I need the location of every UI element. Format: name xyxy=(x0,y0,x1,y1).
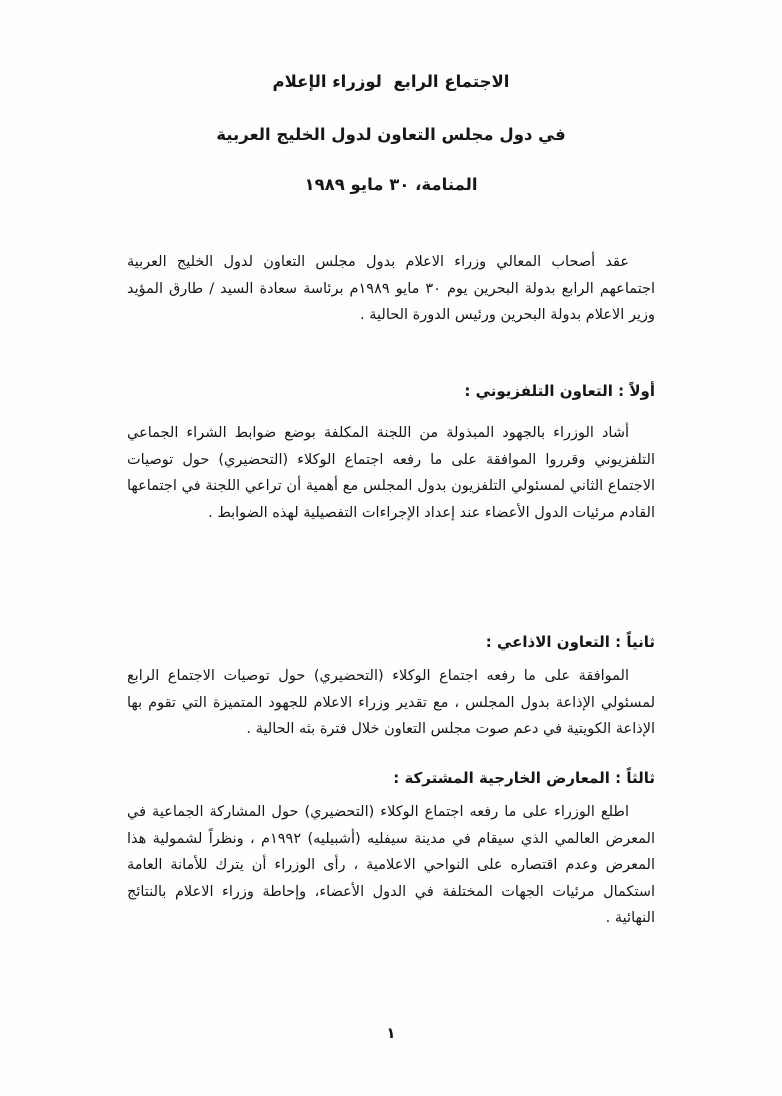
document-title: الاجتماع الرابع لوزراء الإعلام xyxy=(272,72,510,91)
intro-paragraph: عقد أصحاب المعالي وزراء الاعلام بدول مجلس التعاون لدول الخليج العربية اجتماعهم الرابع بدولة البحرين يوم ٣٠ مايو ١٩٨٩م برئاسة سعادة السيد / طارق المؤيد وزير الاعلام بدولة البحرين ورئيس الدورة الحالية . xyxy=(127,254,655,323)
section-heading-joint-external-exhibitions: ثالثاً : المعارض الخارجية المشتركة : xyxy=(393,769,655,787)
section-body-television-cooperation: أشاد الوزراء بالجهود المبذولة من اللجنة المكلفة بوضع ضوابط الشراء الجماعي التلفزيوني وقرروا الموافقة على ما رفعه اجتماع الوكلاء (التحضيري) حول توصيات الاجتماع الثاني لمسئولي التلفزيون بدول المجلس مع أهمية أن تراعي اللجنة في اجتماعها القادم مرئيات الدول الأعضاء عند إعداد الإجراءات التفصيلية لهذه الضوابط . xyxy=(127,425,655,521)
page-number: ١ xyxy=(386,1024,396,1042)
section-body-joint-external-exhibitions: اطلع الوزراء على ما رفعه اجتماع الوكلاء (التحضيري) حول المشاركة الجماعية في المعرض العالمي الذي سيقام في مدينة سيفليه (أشبيليه) ١٩٩٢م ، ونظراً لشمولية هذا المعرض وعدم اقتصاره على النواحي الاعلامية ، رأى الوزراء أن يترك للأمانة العامة استكمال مرئيات الجهات المختلفة في الدول الأعضاء، وإحاطة وزراء الاعلام بالنتائج النهائية . xyxy=(127,804,655,926)
section-heading-radio-cooperation: ثانياً : التعاون الاذاعي : xyxy=(485,633,655,651)
document-subtitle: في دول مجلس التعاون لدول الخليج العربية xyxy=(216,125,566,144)
section-heading-television-cooperation: أولاً : التعاون التلفزيوني : xyxy=(464,382,655,400)
section-body-radio-cooperation: الموافقة على ما رفعه اجتماع الوكلاء (التحضيري) حول توصيات الاجتماع الرابع لمسئولي الإذاعة بدول المجلس ، مع تقدير وزراء الاعلام للجهود المتميزة التي تقوم بها الإذاعة الكويتية في دعم صوت مجلس التعاون خلال فترة بثه الحالية . xyxy=(127,668,655,737)
document-date-line: المنامة، ٣٠ مايو ١٩٨٩ xyxy=(304,175,478,194)
